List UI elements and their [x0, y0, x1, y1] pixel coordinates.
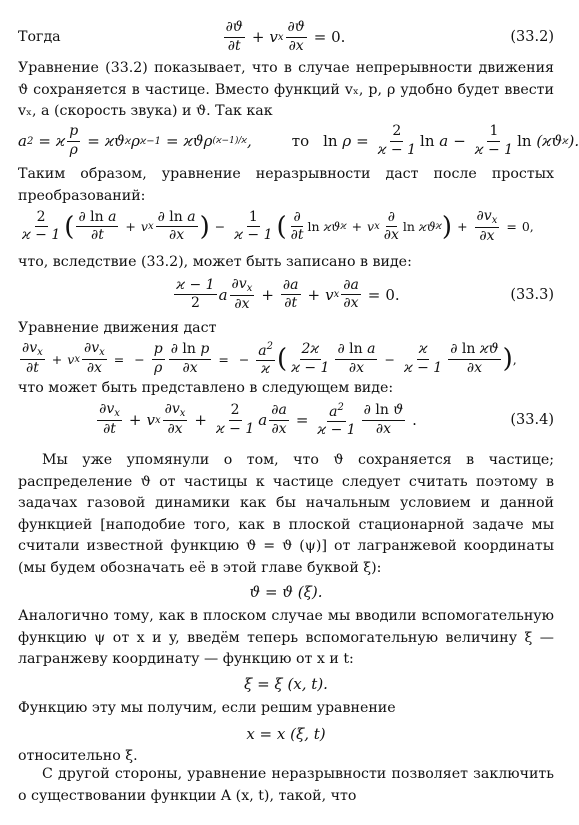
equation-number: (33.3) [510, 287, 554, 303]
paragraph: что может быть представлено в следующем виде: [18, 380, 394, 396]
lead-word-togda: Тогда [18, 29, 61, 45]
paragraph: Аналогично тому, как в плоском случае мы вводили вспомогательную функцию ψ от x и y, введём теперь вспомогательную величину ξ — лагранжеву координату — функцию от x и t: [18, 608, 554, 667]
equation-x: x = x (ξ, t) [246, 725, 326, 743]
equation-xi: ξ = ξ (x, t). [244, 675, 328, 693]
paragraph: Уравнение движения даст [18, 320, 217, 336]
paragraph: Таким образом, уравнение неразрывности даст после простых преобразований: [18, 166, 554, 204]
equation-sound-speed: a 2 = ϰ $\frac{p}{\rho}$ = ϰϑ ϰ ρ ϰ−1 = ϰϑρ (ϰ−1)/ϰ , то ln ρ = $\frac{2}{ϰ - 1}$ ln a − $\frac{1}{ϰ - 1}$ ln (ϰϑ ϰ ). [18, 123, 579, 158]
equation-33-3: $\frac{ϰ - 1}{2}$ a $\frac{\partial v_x}{\partial x}$ + $\frac{\partial a}{\partial t}$ + v x $\frac{\partial a}{\partial x}$ = 0. (33.3) [176, 276, 554, 313]
paragraph: Уравнение (33.2) показывает, что в случае непрерывности движения ϑ сохраняется в частице. Вместо функций vₓ, p, ρ удобно будет ввести vₓ, a (скорость звука) и ϑ. Так как [18, 60, 554, 119]
equation-number: (33.4) [510, 412, 554, 428]
equation-number: (33.2) [510, 29, 554, 45]
paragraph: Мы уже упомянули о том, что ϑ сохраняется в частице; распределение ϑ от частицы к частице следует считать поэтому в задачах газовой динамики как бы начальным условием и данной функцией [наподобие того, как в плоской стационарной задаче мы считали известной функцию ϑ = ϑ (ψ)] от лагранжевой координаты (мы будем обозначать её в этой главе буквой ξ): [18, 452, 554, 576]
equation-continuity: $\frac{2}{ϰ - 1}$ ( $\frac{\text{∂ ln a}}{\partial t}$ + v x $\frac{\text{∂ ln a}}{\partial x}$ ) − $\frac{1}{ϰ - 1}$ ( $\frac{\partial}{\partial t}$ ln ϰϑ ϰ + v x $\frac{\partial}{\partial x}$ ln ϰϑ ϰ ) + $\frac{\partial v_x}{\partial x}$ = 0, [22, 208, 534, 245]
equation-33-2 [18, 19, 554, 54]
equation-33-4: $\frac{\partial v_x}{\partial t}$ + v x $\frac{\partial v_x}{\partial x}$ + $\frac{2}{ϰ - 1}$ a $\frac{\partial a}{\partial x}$ = $\frac{a^2}{ϰ - 1}$ $\frac{\text{∂ ln ϑ}}{\partial x}$ . (33.4) [99, 401, 554, 438]
equation-theta-xi: ϑ = ϑ (ξ). [249, 583, 323, 601]
equation-motion: $\frac{\partial v_x}{\partial t}$ + v x $\frac{\partial v_x}{\partial x}$ = − $\frac{p}{\rho}$ $\frac{\text{∂ ln p}}{\partial x}$ = − $\frac{a^2}{ϰ}$ ( $\frac{2ϰ}{ϰ - 1}$ $\frac{\text{∂ ln a}}{\partial x}$ − $\frac{ϰ}{ϰ - 1}$ $\frac{\text{∂ ln ϰϑ}}{\partial x}$ ) , [22, 340, 517, 377]
paragraph: С другой стороны, уравнение неразрывности позволяет заключить о существовании функции A (x, t), такой, что [18, 766, 554, 804]
paragraph: что, вследствие (33.2), может быть записано в виде: [18, 254, 412, 270]
paragraph: Функцию эту мы получим, если решим уравнение [18, 700, 396, 716]
paragraph: относительно ξ. [18, 748, 138, 764]
formula: $\frac{\partial ϑ}{\partial t}$ + v x $\frac{\partial ϑ}{\partial x}$ = 0. [225, 19, 346, 54]
